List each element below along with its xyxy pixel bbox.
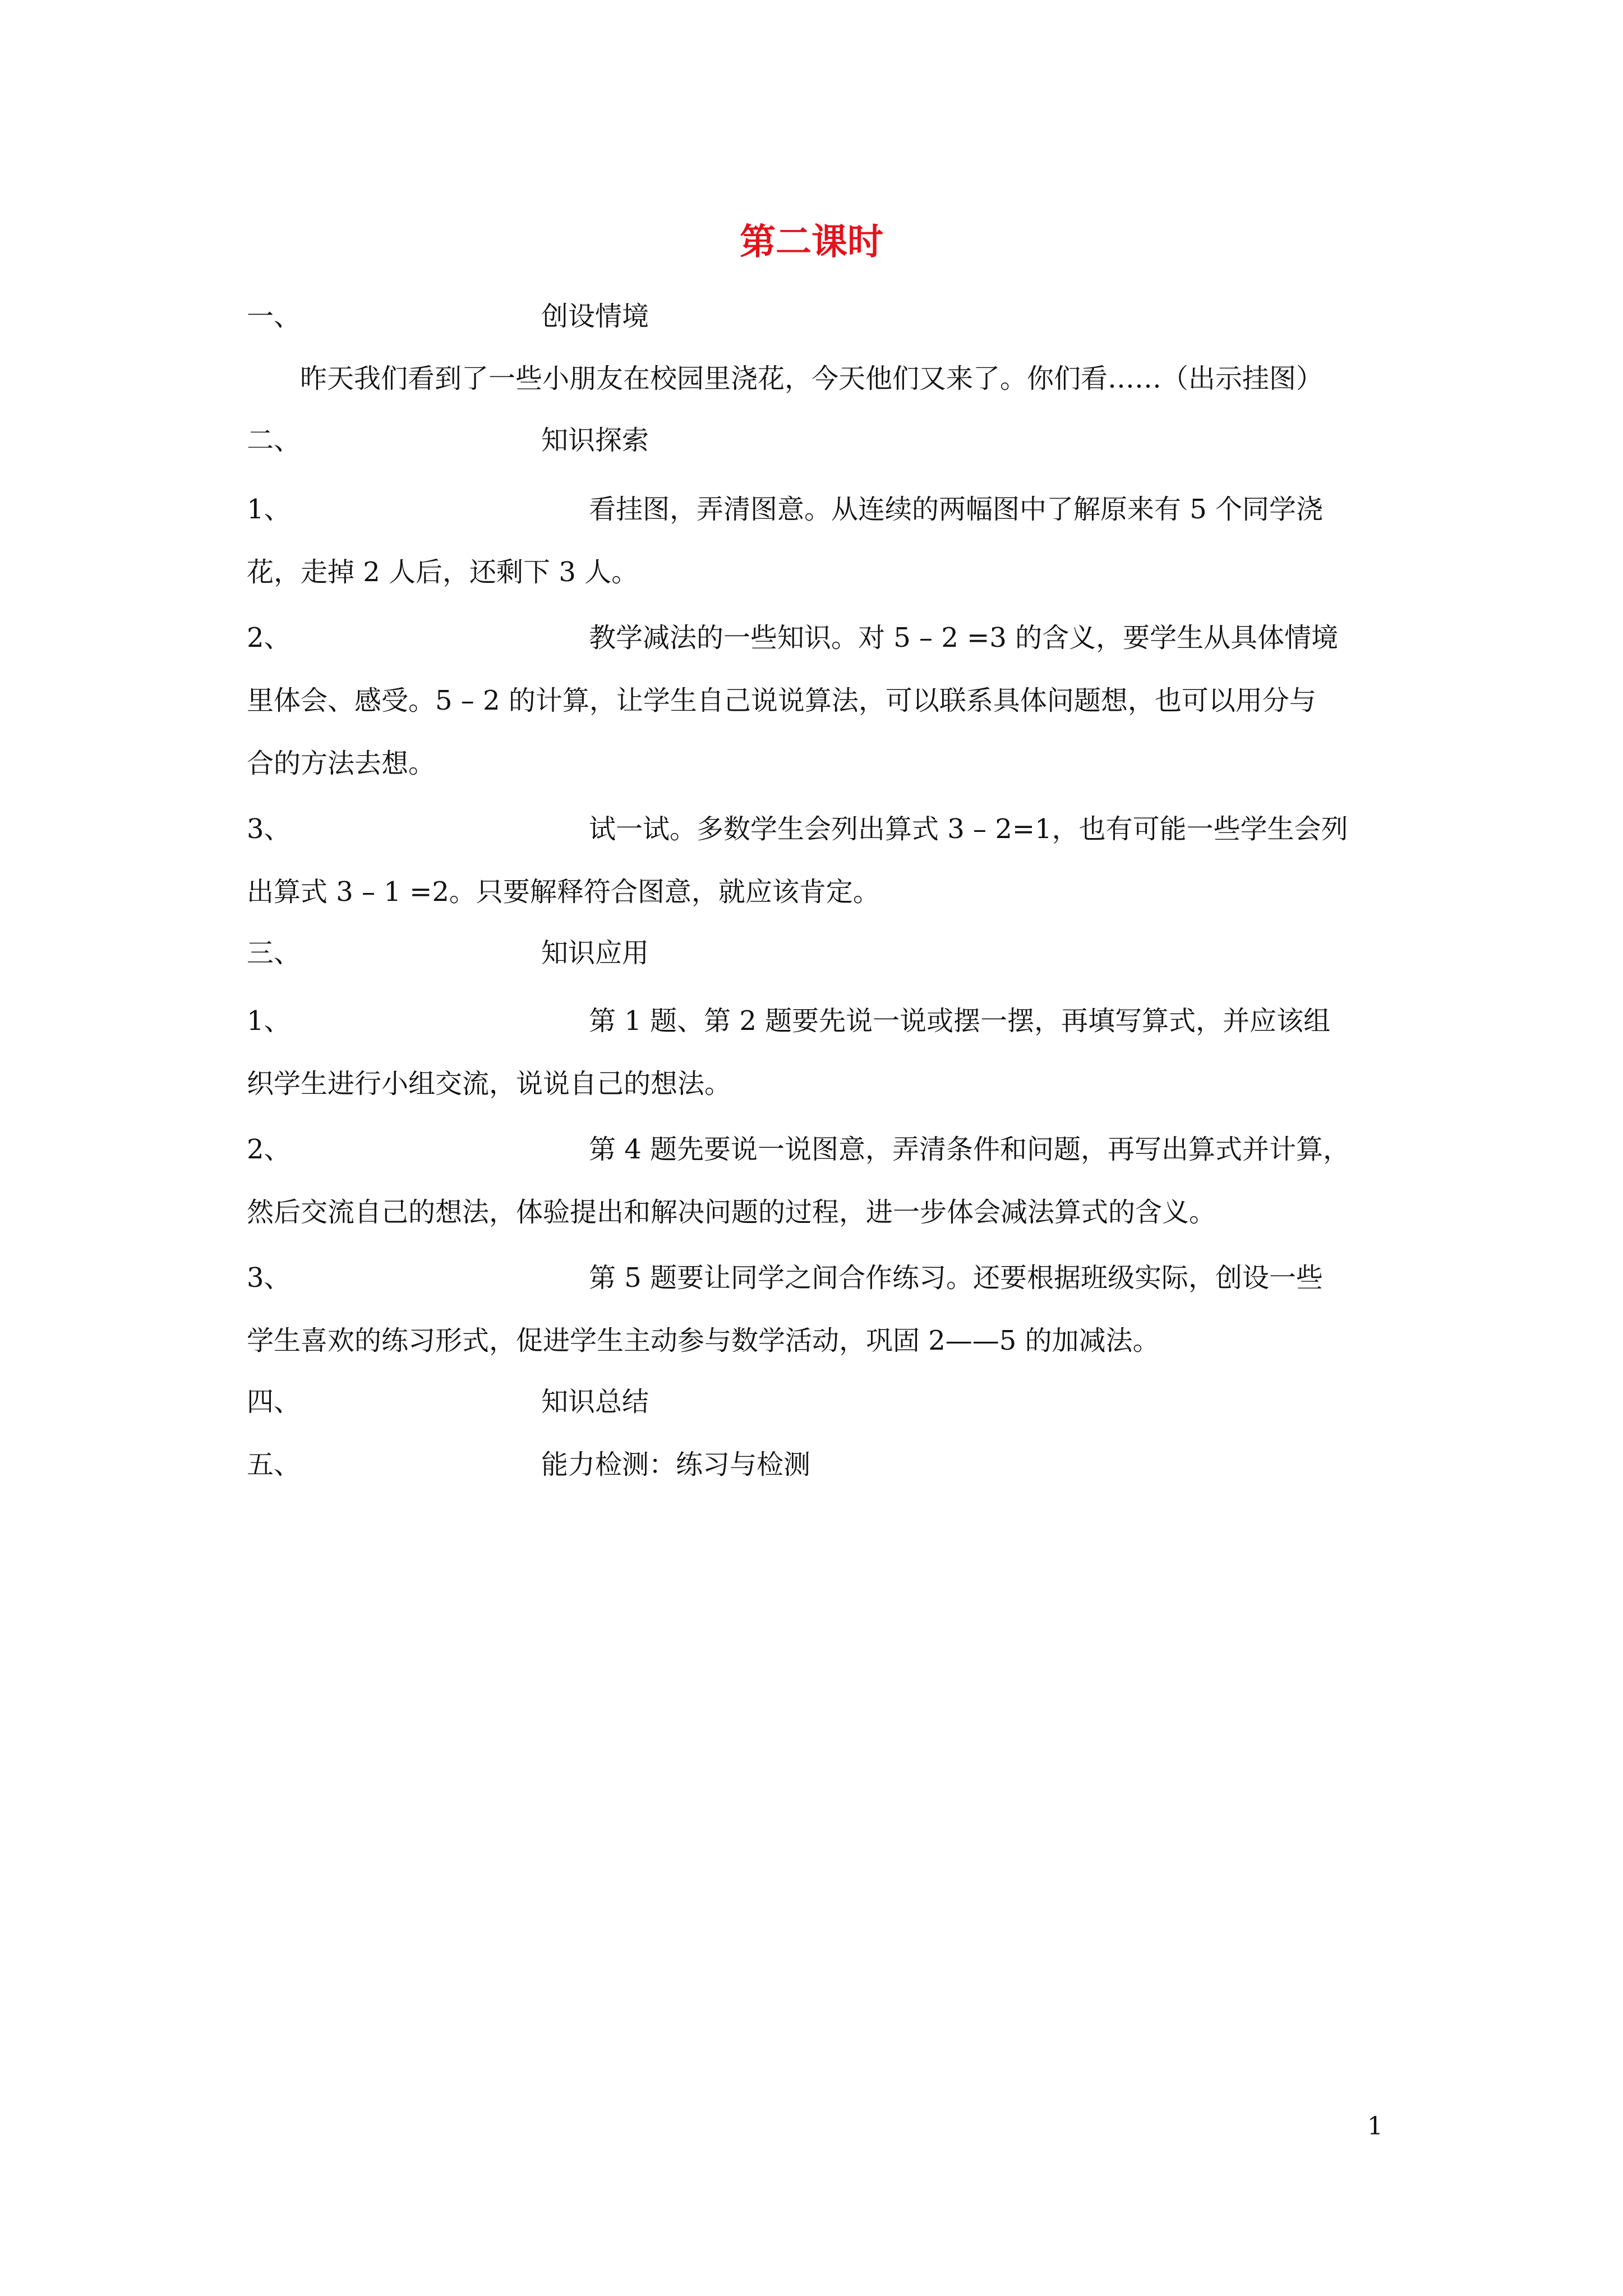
item-continuation: 织学生进行小组交流，说说自己的想法。 xyxy=(247,1068,732,1099)
section-title: 创设情境 xyxy=(541,301,649,332)
item-continuation: 出算式 3 – 1 =2。只要解释符合图意，就应该肯定。 xyxy=(247,876,880,908)
item-number: 2、 xyxy=(247,622,291,654)
item-continuation: 里体会、感受。5 – 2 的计算，让学生自己说说算法，可以联系具体问题想，也可以用分与 xyxy=(247,685,1316,716)
item-continuation: 花，走掉 2 人后，还剩下 3 人。 xyxy=(247,556,639,588)
item-text: 第 1 题、第 2 题要先说一说或摆一摆，再填写算式，并应该组 xyxy=(589,1005,1331,1037)
section-title: 能力检测：练习与检测 xyxy=(541,1449,811,1480)
section-number: 四、 xyxy=(247,1386,301,1418)
item-continuation: 然后交流自己的想法，体验提出和解决问题的过程，进一步体会减法算式的含义。 xyxy=(247,1197,1216,1228)
item-number: 1、 xyxy=(247,1005,291,1037)
item-number: 2、 xyxy=(247,1134,291,1165)
item-continuation: 合的方法去想。 xyxy=(247,748,436,779)
item-text: 第 4 题先要说一说图意，弄清条件和问题，再写出算式并计算， xyxy=(589,1134,1350,1165)
item-text: 教学减法的一些知识。对 5 – 2 =3 的含义，要学生从具体情境 xyxy=(589,622,1339,654)
section-number: 一、 xyxy=(247,301,301,332)
item-continuation: 学生喜欢的练习形式，促进学生主动参与数学活动，巩固 2——5 的加减法。 xyxy=(247,1325,1160,1356)
page-title: 第二课时 xyxy=(740,222,883,263)
item-text: 试一试。多数学生会列出算式 3 – 2=1，也有可能一些学生会列 xyxy=(589,813,1348,845)
item-text: 看挂图，弄清图意。从连续的两幅图中了解原来有 5 个同学浇 xyxy=(589,494,1324,525)
section-title: 知识探索 xyxy=(541,425,649,456)
item-number: 3、 xyxy=(247,1262,291,1294)
item-number: 3、 xyxy=(247,813,291,845)
paragraph: 昨天我们看到了一些小朋友在校园里浇花，今天他们又来了。你们看……（出示挂图） xyxy=(300,363,1324,394)
section-title: 知识总结 xyxy=(541,1386,649,1418)
page-number: 1 xyxy=(1367,2112,1383,2141)
section-number: 三、 xyxy=(247,937,301,969)
section-number: 二、 xyxy=(247,425,301,456)
section-title: 知识应用 xyxy=(541,937,649,969)
section-number: 五、 xyxy=(247,1449,301,1480)
item-number: 1、 xyxy=(247,494,291,525)
item-text: 第 5 题要让同学之间合作练习。还要根据班级实际，创设一些 xyxy=(589,1262,1324,1294)
